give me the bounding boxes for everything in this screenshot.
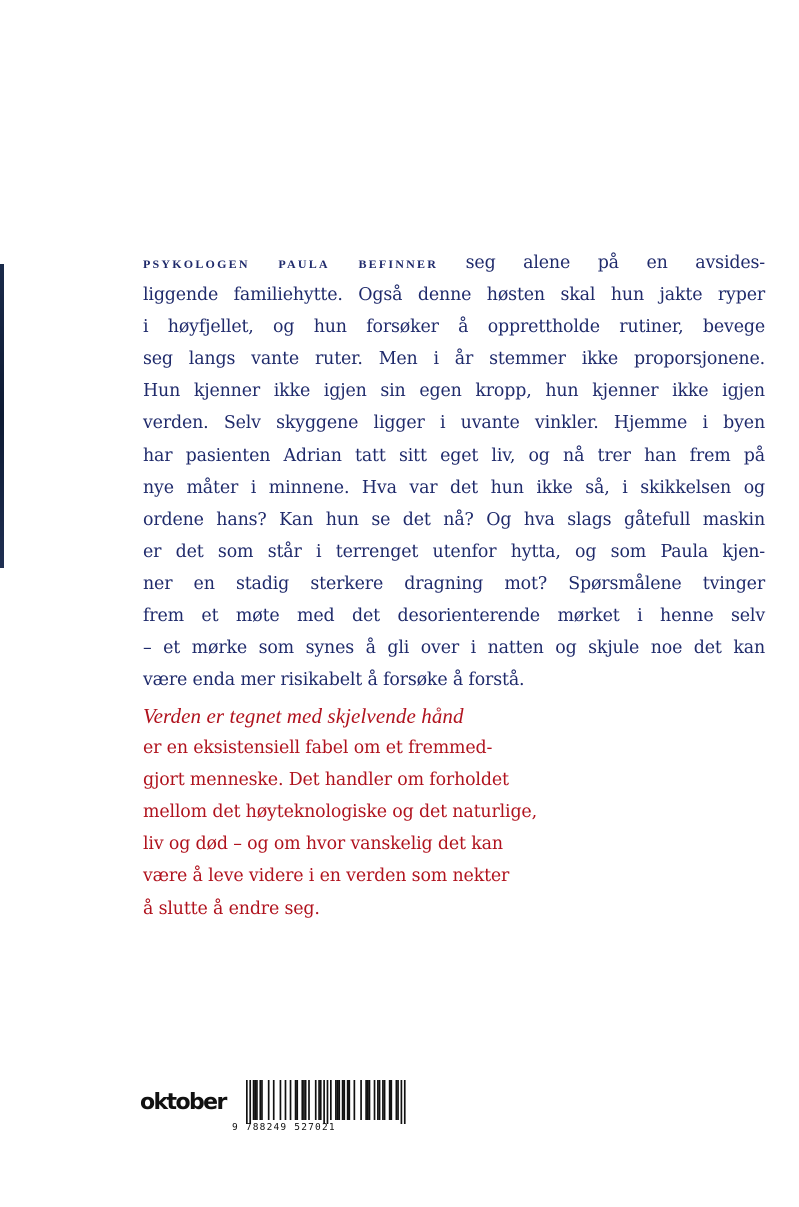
barcode-bar [343, 1080, 345, 1120]
barcode-graphic [232, 1080, 412, 1132]
blurb-line: i høyfjellet, og hun forsøker å opprettholde rutiner, bevege [143, 317, 765, 338]
barcode-bar [256, 1080, 258, 1120]
barcode-bar [354, 1080, 356, 1120]
barcode-bar [303, 1080, 305, 1120]
book-title: Verden er tegnet med skjelvende hånd [143, 704, 464, 728]
pitch-line: er en eksistensiell fabel om et fremmed- [143, 738, 493, 759]
barcode-bar [296, 1080, 298, 1120]
spine-edge [0, 264, 4, 568]
back-cover-blurb [143, 247, 765, 696]
pitch-line: å slutte å endre seg. [143, 898, 320, 919]
blurb-line: frem et møte med det desorienterende mørket i henne selv [143, 606, 765, 627]
barcode-bar [305, 1080, 307, 1120]
barcode-bar [384, 1080, 386, 1120]
pitch-line: mellom det høyteknologiske og det naturlige, [143, 802, 537, 823]
blurb-line-1: psykologen paula befinner seg alene på en avsides- [143, 253, 765, 273]
barcode-bar [330, 1080, 332, 1120]
barcode-bar [246, 1080, 248, 1124]
barcode-bar [348, 1080, 350, 1120]
barcode-bar [382, 1080, 384, 1120]
blurb-line: ner en stadig sterkere dragning mot? Spørsmålene tvinger [143, 573, 765, 594]
blurb-line: nye måter i minnene. Hva var det hun ikke så, i skikkelsen og [143, 477, 765, 498]
barcode-bar [327, 1080, 329, 1124]
barcode-bar [285, 1080, 287, 1120]
barcode-bar [335, 1080, 337, 1120]
blurb-line: har pasienten Adrian tatt sitt eget liv, og nå trer han frem på [143, 445, 765, 466]
barcode-bar [318, 1080, 320, 1120]
blurb-line: verden. Selv skyggene ligger i uvante vinkler. Hjemme i byen [143, 413, 765, 434]
barcode-bar [390, 1080, 392, 1120]
barcode-bar [254, 1080, 256, 1120]
blurb-line: – et mørke som synes å gli over i natten og skjule noe det kan [143, 638, 765, 659]
pitch-line: være å leve videre i en verden som nekter [143, 866, 510, 887]
barcode-bar [365, 1080, 367, 1120]
barcode-bar [360, 1080, 362, 1120]
blurb-line: er det som står i terrenget utenfor hytta, og som Paula kjen- [143, 541, 765, 562]
blurb-lead-caps: psykologen paula befinner [143, 253, 439, 272]
barcode-bar [401, 1080, 403, 1124]
barcode-bar [337, 1080, 339, 1120]
barcode-bar [249, 1080, 251, 1124]
barcode-bar [290, 1080, 292, 1120]
barcode-bar [261, 1080, 263, 1120]
barcode-bar [308, 1080, 310, 1120]
barcode-bar [367, 1080, 369, 1120]
blurb-line: seg langs vante ruter. Men i år stemmer ikke proporsjonene. [143, 349, 765, 370]
barcode-bar [259, 1080, 261, 1120]
pitch-line: gjort menneske. Det handler om forholdet [143, 770, 509, 791]
isbn-barcode [232, 1080, 412, 1132]
blurb-line: Hun kjenner ikke igjen sin egen kropp, hun kjenner ikke igjen [143, 381, 765, 402]
blurb-line: liggende familiehytte. Også denne høsten skal hun jakte ryper [143, 285, 765, 306]
blurb-line: være enda mer risikabelt å forsøke å forstå. [143, 670, 525, 691]
barcode-bar [374, 1080, 376, 1120]
barcode-bar [295, 1080, 297, 1120]
book-pitch [143, 700, 603, 925]
barcode-bar [404, 1080, 406, 1124]
barcode-bar [396, 1080, 398, 1120]
barcode-bar [397, 1080, 399, 1120]
publisher-logo: oktober [140, 1090, 226, 1115]
barcode-bar [342, 1080, 344, 1120]
barcode-bar [389, 1080, 391, 1120]
barcode-bar [315, 1080, 317, 1120]
barcode-bar [338, 1080, 340, 1120]
barcode-bar [253, 1080, 255, 1120]
barcode-bar [280, 1080, 282, 1120]
barcode-bar [347, 1080, 349, 1120]
barcode-bar [268, 1080, 270, 1120]
barcode-bar [377, 1080, 379, 1120]
barcode-bar [323, 1080, 325, 1124]
barcode-bar [379, 1080, 381, 1120]
barcode-bar [273, 1080, 275, 1120]
barcode-bar [320, 1080, 322, 1120]
blurb-line: ordene hans? Kan hun se det nå? Og hva slags gåtefull maskin [143, 509, 765, 530]
barcode-bar [369, 1080, 371, 1120]
pitch-line: liv og død – og om hvor vanskelig det kan [143, 834, 503, 855]
barcode-bar [301, 1080, 303, 1120]
barcode-digits: 9 788249 527021 [232, 1122, 336, 1132]
